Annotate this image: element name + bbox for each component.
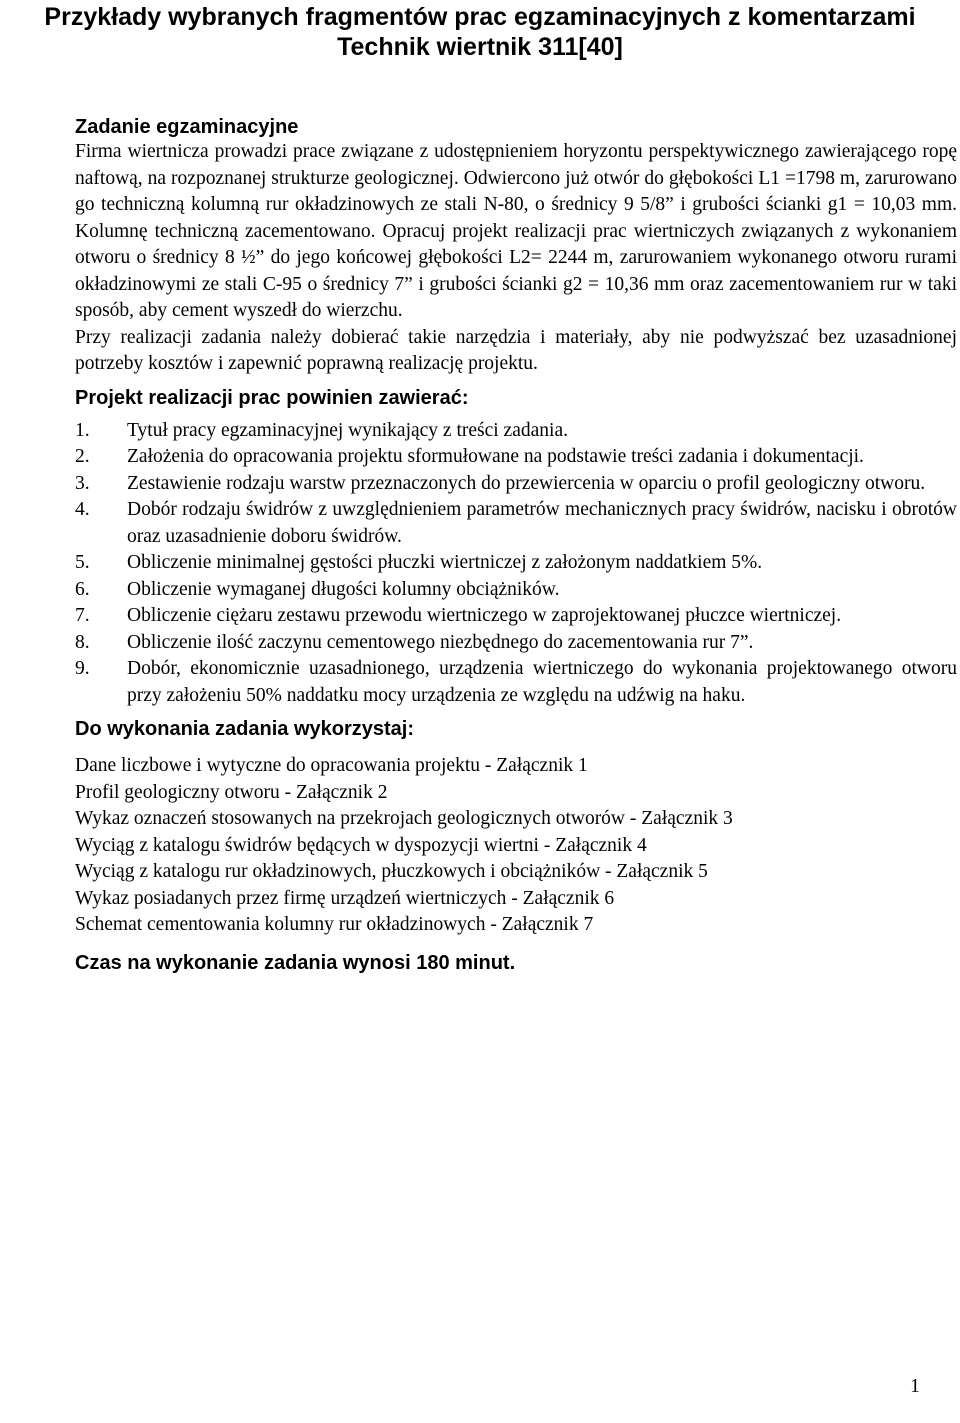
project-heading: Projekt realizacji prac powinien zawierać: [75,386,469,409]
list-item [75,577,957,604]
list-item [75,497,957,550]
time-note: Czas na wykonanie zadania wynosi 180 minut. [75,951,516,974]
task-paragraph-2: Przy realizacji zadania należy dobierać takie narzędzia i materiały, aby nie podwyższać bez uzasadnionej potrzeby kosztów i zapewnić poprawną realizację projektu. [75,326,957,374]
list-item-text: Dobór, ekonomicznie uzasadnionego, urządzenia wiertniczego do wykonania projektowanego otworu przy założeniu 50% naddatku mocy urządzenia ze względu na udźwig na haku. [127,658,957,706]
project-requirements-list [75,418,957,710]
list-item [75,418,957,445]
attachments-list [75,753,957,939]
list-item [75,656,957,709]
list-item-text: Tytuł pracy egzaminacyjnej wynikający z treści zadania. [127,419,568,441]
list-item-number: 3. [75,472,90,494]
list-item-number: 4. [75,499,90,520]
attachment-item: Profil geologiczny otworu - Załącznik 2 [75,781,388,803]
list-item-text: Zestawienie rodzaju warstw przeznaczonych do przewiercenia w oparciu o profil geologiczny otworu. [127,472,926,494]
resources-heading: Do wykonania zadania wykorzystaj: [75,718,414,740]
list-item-number: 8. [75,631,90,653]
list-item-number: 2. [75,446,90,467]
attachment-item: Wykaz posiadanych przez firmę urządzeń wiertniczych - Załącznik 6 [75,887,615,909]
list-item-text: Obliczenie ciężaru zestawu przewodu wiertniczego w zaprojektowanej płuczce wiertniczej. [127,605,842,626]
list-item [75,603,957,630]
list-item [75,630,957,657]
attachment-item: Wykaz oznaczeń stosowanych na przekrojach geologicznych otworów - Załącznik 3 [75,808,733,829]
list-item-number: 5. [75,552,90,573]
list-item [75,444,957,471]
task-paragraph-1: Firma wiertnicza prowadzi prace związane z udostępnieniem horyzontu perspektywicznego zawierającego ropę naftową, na rozpoznanej strukturze geologicznej. Odwiercono już otwór do głębokości L1 =1798 m, zarurowano go techniczną kolumną rur okładzinowych ze stali N-80, o średnicy 9 5/8” i grubości ścianki g1 = 10,03 mm. Kolumnę techniczną zacementowano. Opracuj projekt realizacji prac wiertniczych związanych z wykonaniem otworu o średnicy 8 ½” do jego końcowej głębokości L2= 2244 m, zarurowaniem wykonanego otworu rurami okładzinowymi ze stali C-95 o średnicy 7” i grubości ścianki g2 = 10,36 mm oraz zacementowaniem rur w taki sposób, aby cement wyszedł do wierzchu. [75,141,957,321]
attachment-item: Wyciąg z katalogu rur okładzinowych, płuczkowych i obciążników - Załącznik 5 [75,861,708,882]
page-title-line-1: Przykłady wybranych fragmentów prac egzaminacyjnych z komentarzami [44,3,916,31]
attachment-item: Schemat cementowania kolumny rur okładzinowych - Załącznik 7 [75,914,594,935]
list-item-text: Założenia do opracowania projektu sformułowane na podstawie treści zadania i dokumentacji. [127,446,864,467]
list-item-number: 9. [75,658,90,679]
list-item-number: 7. [75,605,90,626]
attachment-item: Dane liczbowe i wytyczne do opracowania projektu - Załącznik 1 [75,755,588,776]
list-item [75,550,957,577]
list-item-text: Obliczenie minimalnej gęstości płuczki wiertniczej z założonym naddatkiem 5%. [127,552,763,573]
list-item-text: Obliczenie wymaganej długości kolumny obciążników. [127,578,560,600]
list-item-number: 6. [75,578,90,600]
task-heading: Zadanie egzaminacyjne [75,116,299,138]
document-body [75,115,957,975]
list-item-text: Dobór rodzaju świdrów z uwzględnieniem parametrów mechanicznych pracy świdrów, nacisku i obrotów oraz uzasadnienie doboru świdrów. [127,499,957,547]
page-title [0,2,960,62]
attachment-item: Wyciąg z katalogu świdrów będących w dyspozycji wiertni - Załącznik 4 [75,834,647,856]
page-title-line-2: Technik wiertnik 311[40] [337,33,623,61]
list-item-text: Obliczenie ilość zaczynu cementowego niezbędnego do zacementowania rur 7”. [127,631,754,653]
list-item [75,471,957,498]
page-number: 1 [910,1376,920,1397]
list-item-number: 1. [75,419,90,441]
